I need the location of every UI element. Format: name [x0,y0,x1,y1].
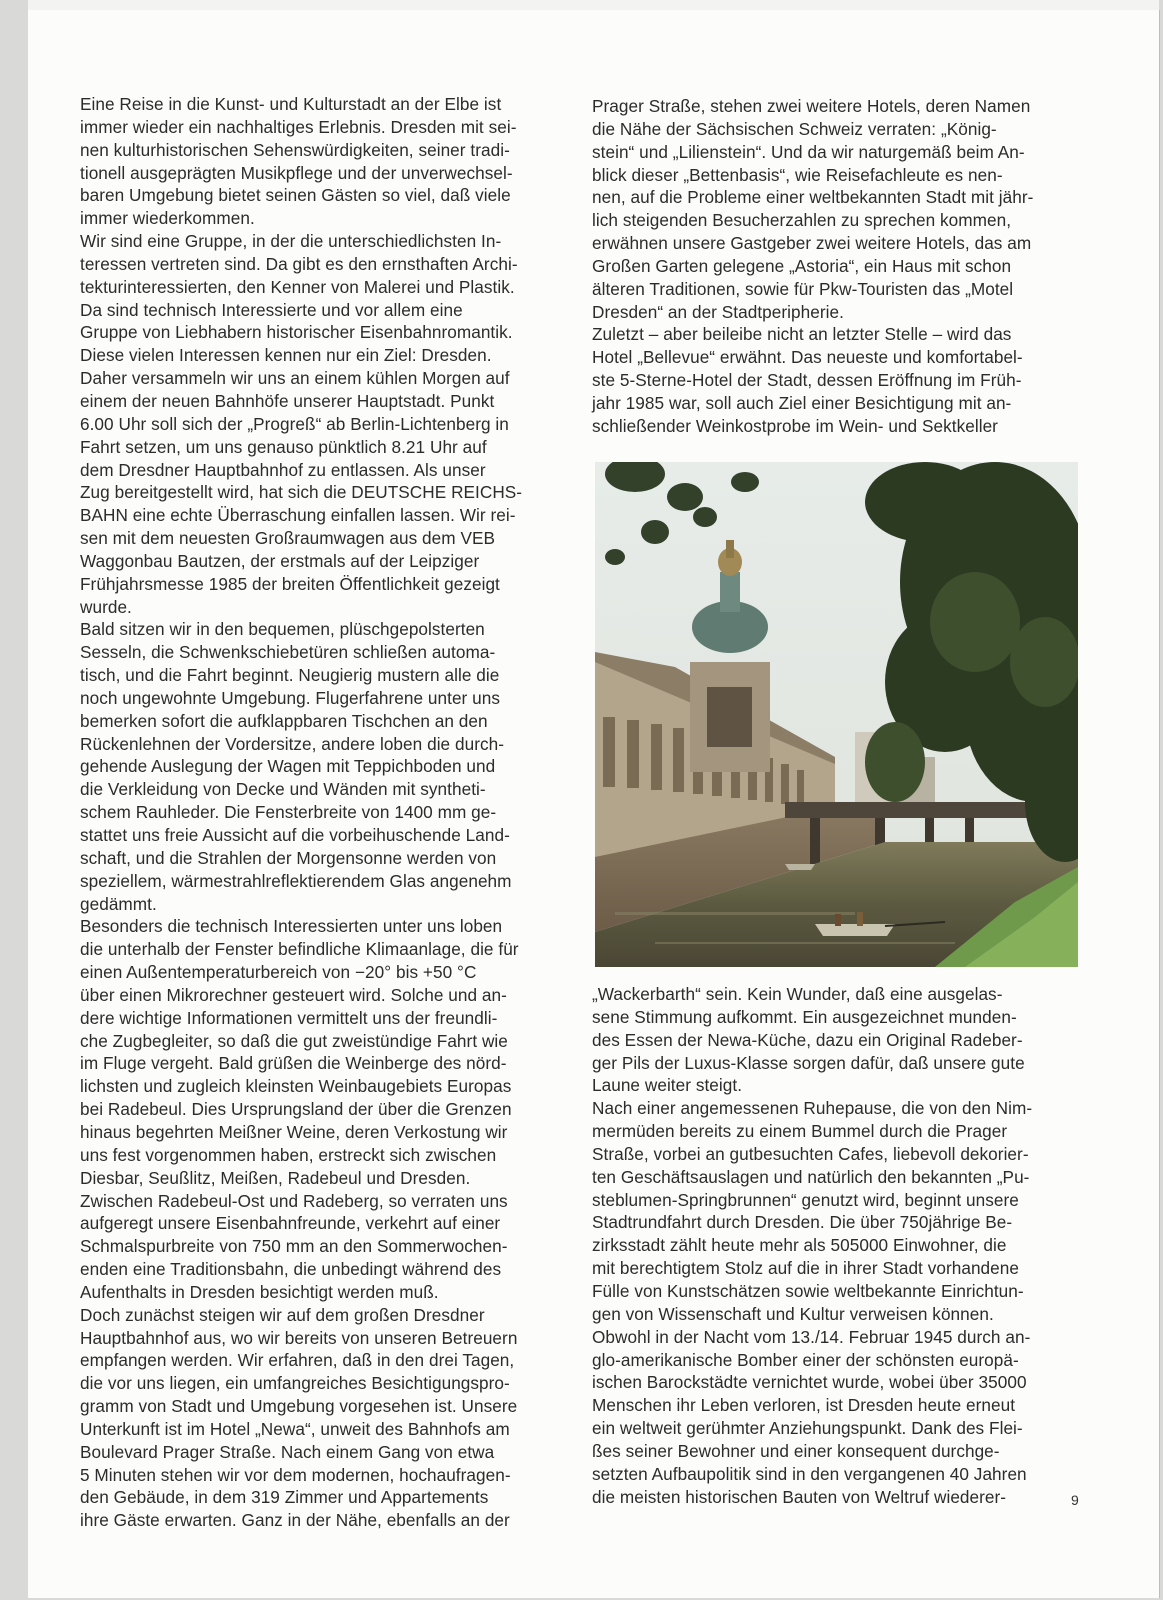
text-line: die unterhalb der Fenster befindliche Klimaanlage, die für [80,939,519,960]
text-line: uns fest vorgenommen haben, erstreckt sich zwischen [80,1144,497,1165]
text-line: che Zugbegleiter, so daß die gut zweistündige Fahrt wie [80,1030,508,1051]
text-line: lichsten und zugleich kleinsten Weinbaugebiets Europas [80,1076,512,1097]
text-line: Gruppe von Liebhabern historischer Eisenbahnromantik. [80,322,513,343]
text-line: Hotel „Bellevue“ erwähnt. Das neueste und komfortabel- [592,347,1023,368]
text-line: erwähnen unsere Gastgeber zwei weitere Hotels, das am [592,233,1032,254]
text-line: des Essen der Newa-Küche, dazu ein Original Radeber- [592,1029,1023,1050]
text-line: die Verkleidung von Decke und Wänden mit syntheti- [80,779,486,800]
scan-edge [28,0,1159,10]
text-line: Bald sitzen wir in den bequemen, plüschgepolsterten [80,619,485,640]
text-line: Obwohl in der Nacht vom 13./14. Februar 1945 durch an- [592,1326,1031,1347]
text-line: BAHN eine echte Überraschung einfallen lassen. Wir rei- [80,505,516,526]
text-line: Sesseln, die Schwenkschiebetüren schließen automa- [80,642,496,663]
text-line: dem Dresdner Hauptbahnhof zu entlassen. Als unser [80,459,486,480]
text-line: Menschen ihr Leben verloren, ist Dresden heute erneut [592,1395,1016,1416]
left-text-column [80,93,522,1532]
text-line: blick dieser „Bettenbasis“, wie Reisefachleute es nen- [592,164,1003,185]
text-line: Eine Reise in die Kunst- und Kulturstadt an der Elbe ist [80,94,502,114]
text-line: Fahrt setzen, um uns genauso pünktlich 8.21 Uhr auf [80,436,487,457]
text-line: ihre Gäste erwarten. Ganz in der Nähe, ebenfalls an der [80,1510,510,1531]
text-line: empfangen werden. Wir erfahren, daß in den drei Tagen, [80,1350,515,1371]
text-line: 6.00 Uhr soll sich der „Progreß“ ab Berlin-Lichtenberg in [80,413,509,434]
text-line: immer wiederkommen. [80,208,255,229]
text-line: jahr 1985 war, soll auch Ziel einer Besichtigung mit an- [592,392,1012,413]
text-line: Prager Straße, stehen zwei weitere Hotels, deren Namen [592,96,1031,116]
text-line: gedämmt. [80,893,157,914]
text-line: ßes seiner Bewohner und einer konsequent durchge- [592,1440,1000,1461]
text-line: aufgeregt unsere Eisenbahnfreunde, verkehrt auf einer [80,1213,501,1234]
text-line: nen, auf die Probleme einer weltbekannten Stadt mit jähr- [592,187,1034,208]
text-line: enden eine Traditionsbahn, die unbedingt während des [80,1259,502,1280]
text-line: stattet uns freie Aussicht auf die vorbeihuschende Land- [80,825,510,845]
text-line: Dresden“ an der Stadtperipherie. [592,301,844,322]
text-line: speziellem, wärmestrahlreflektierendem Glas angenehm [80,870,512,891]
text-line: stein“ und „Lilienstein“. Und da wir naturgemäß beim An- [592,141,1025,162]
text-line: über einen Mikrorechner gesteuert wird. Solche und an- [80,984,507,1005]
right-text-column-bottom [592,983,1032,1508]
text-line: zirksstadt zählt heute mehr als 505000 Einwohner, die [592,1235,1007,1256]
text-line: noch ungewohnte Umgebung. Flugerfahrene unter uns [80,687,501,708]
text-line: setzten Aufbaupolitik sind in den vergangenen 40 Jahren [592,1463,1027,1484]
text-line: die meisten historischen Bauten von Weltruf wiederer- [592,1486,1007,1507]
text-line: Waggonbau Bautzen, der erstmals auf der Leipziger [80,550,480,571]
text-line: Unterkunft ist im Hotel „Newa“, unweit des Bahnhofs am [80,1418,510,1439]
text-line: wurde. [80,596,132,617]
text-line: teressen vertreten sind. Da gibt es den ernsthaften Archi- [80,253,518,274]
text-line: Schmalspurbreite von 750 mm an den Sommerwochen- [80,1236,508,1257]
text-line: glo-amerikanische Bomber einer der schönsten europä- [592,1349,1019,1370]
text-line: sen mit dem neuesten Großraumwagen aus dem VEB [80,528,496,549]
text-line: 5 Minuten stehen wir vor dem modernen, hochaufragen- [80,1464,511,1485]
text-line: Stadtrundfahrt durch Dresden. Die über 750jährige Be- [592,1212,1013,1233]
text-line: Großen Garten gelegene „Astoria“, ein Haus mit schon [592,255,1012,276]
text-line: Boulevard Prager Straße. Nach einem Gang von etwa [80,1441,495,1462]
text-line: gramm von Stadt und Umgebung vorgesehen ist. Unsere [80,1396,518,1417]
text-line: tionell ausgeprägten Musikpflege und der unverwechsel- [80,162,513,183]
text-line: Da sind technisch Interessierte und vor allem eine [80,299,463,320]
text-line: ischen Barockstädte vernichtet wurde, wobei über 35000 [592,1372,1027,1393]
text-line: Straße, vorbei an gutbesuchten Cafes, liebevoll dekorier- [592,1143,1029,1164]
text-line: einem der neuen Bahnhöfe unserer Hauptstadt. Punkt [80,390,495,411]
text-line: einen Außentemperaturbereich von −20° bis +50 °C [80,962,477,983]
text-line: mermüden bereits zu einem Bummel durch die Prager [592,1121,1008,1142]
text-line: älteren Traditionen, sowie für Pkw-Touristen das „Motel [592,278,1014,299]
text-line: ger Pils der Luxus-Klasse sorgen dafür, daß unsere gute [592,1052,1025,1073]
text-line: Diesbar, Seußlitz, Meißen, Radebeul und Dresden. [80,1167,471,1188]
text-line: Diese vielen Interessen kennen nur ein Ziel: Dresden. [80,345,492,366]
text-line: baren Umgebung bietet seinen Gästen so viel, daß viele [80,185,511,206]
text-line: gehende Auslegung der Wagen mit Teppichboden und [80,756,496,777]
text-line: die Nähe der Sächsischen Schweiz verraten: „König- [592,118,997,139]
text-line: Nach einer angemessenen Ruhepause, die von den Nim- [592,1098,1033,1119]
page-number: 9 [1071,1492,1079,1508]
text-line: hinaus begehrten Meißner Weine, deren Verkostung wir [80,1121,508,1142]
text-line: ten Geschäftsauslagen und natürlich den bekannten „Pu- [592,1166,1030,1187]
text-line: sene Stimmung aufkommt. Ein ausgezeichnet munden- [592,1006,1017,1027]
text-line: bei Radebeul. Dies Ursprungsland der über die Grenzen [80,1099,512,1120]
right-text-column-top [592,95,1033,438]
zwinger-photo [595,462,1078,967]
text-line: dere wichtige Informationen vermittelt uns der freundli- [80,1007,498,1028]
text-line: schließender Weinkostprobe im Wein- und Sektkeller [592,415,998,436]
text-line: Frühjahrsmesse 1985 der breiten Öffentlichkeit gezeigt [80,573,500,594]
text-line: „Wackerbarth“ sein. Kein Wunder, daß eine ausgelas- [592,984,1003,1004]
text-line: Doch zunächst steigen wir auf dem großen Dresdner [80,1304,485,1325]
text-line: Hauptbahnhof aus, wo wir bereits von unseren Betreuern [80,1327,518,1348]
text-line: Aufenthalts in Dresden besichtigt werden muß. [80,1281,439,1302]
text-line: bemerken sofort die aufklappbaren Tischchen an den [80,710,488,731]
text-line: ste 5-Sterne-Hotel der Stadt, dessen Eröffnung im Früh- [592,370,1022,391]
text-line: ein weltweit gerühmter Anziehungspunkt. Dank des Flei- [592,1418,1023,1439]
text-line: Besonders die technisch Interessierten unter uns loben [80,916,503,937]
text-line: Daher versammeln wir uns an einem kühlen Morgen auf [80,368,510,389]
text-line: Wir sind eine Gruppe, in der die unterschiedlichsten In- [80,231,502,252]
text-line: schem Rauhleder. Die Fensterbreite von 1400 mm ge- [80,802,497,823]
text-line: schaft, und die Strahlen der Morgensonne werden von [80,847,497,868]
text-line: mit berechtigtem Stolz auf die in ihrer Stadt vorhandene [592,1258,1019,1279]
text-line: nen kulturhistorischen Sehenswürdigkeiten, seiner tradi- [80,139,510,160]
text-line: den Gebäude, in dem 319 Zimmer und Appartements [80,1487,489,1508]
text-line: steblumen-Springbrunnen“ genutzt wird, beginnt unsere [592,1189,1019,1210]
text-line: Zwischen Radebeul-Ost und Radeberg, so verraten uns [80,1190,508,1211]
text-line: Zuletzt – aber beileibe nicht an letzter Stelle – wird das [592,324,1012,345]
text-line: Fülle von Kunstschätzen sowie weltbekannte Einrichtun- [592,1280,1024,1301]
text-line: gen von Wissenschaft und Kultur verweisen können. [592,1303,994,1324]
text-line: Zug bereitgestellt wird, hat sich die DEUTSCHE REICHS- [80,482,523,503]
text-line: tekturinteressierten, den Kenner von Malerei und Plastik. [80,276,515,297]
text-line: Laune weiter steigt. [592,1075,743,1096]
text-line: tisch, und die Fahrt beginnt. Neugierig mustern alle die [80,665,500,686]
text-line: lich steigenden Besucherzahlen zu sprechen kommen, [592,210,1012,231]
text-line: immer wieder ein nachhaltiges Erlebnis. Dresden mit sei- [80,116,517,137]
text-line: Rückenlehnen der Vordersitze, andere loben die durch- [80,733,505,754]
text-line: die vor uns liegen, ein umfangreiches Besichtigungspro- [80,1373,510,1394]
text-line: im Fluge vergeht. Bald grüßen die Weinberge des nörd- [80,1053,507,1074]
